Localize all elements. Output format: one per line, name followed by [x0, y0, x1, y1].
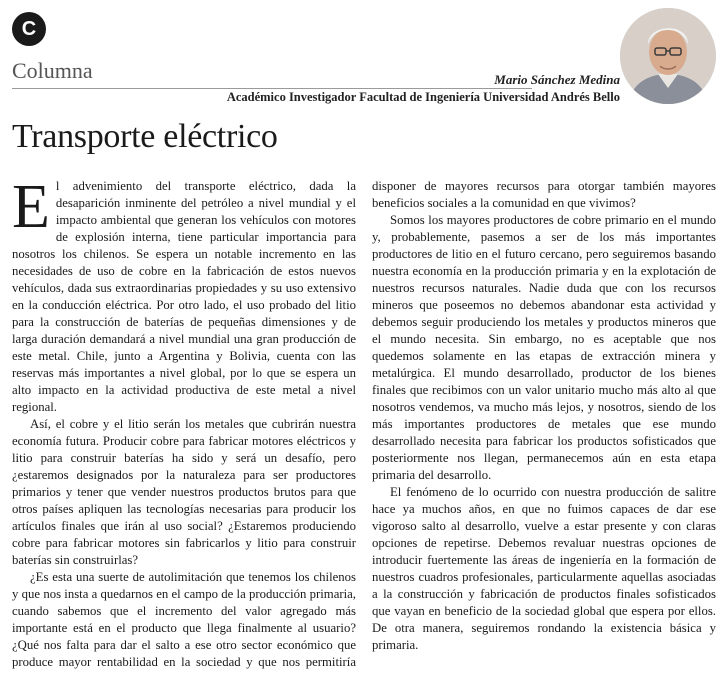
- article-title: Transporte eléctrico: [12, 118, 278, 155]
- column-badge: C: [12, 12, 46, 46]
- paragraph-5: El fenómeno de lo ocurrido con nuestra producción de salitre hace ya muchos años, en que no fuimos capaces de dar ese vigoroso salto al desarrollo, vuelve a estar presente y con claras opciones de repetirse. Debemos revaluar nuestras opciones de introducir fuertemente las áreas de ingeniería en la formación de nuestros cuadros profesionales, particularmente aquellas asociadas a la construcción y fabricación de productos finales sofisticados que vayan en beneficio de la sociedad global que espera por ellos. De otra manera, seguiremos rondando la existencia básica y primaria.: [372, 485, 716, 652]
- author-name: Mario Sánchez Medina: [494, 72, 620, 87]
- paragraph-1: [12, 173, 356, 416]
- article-body: [12, 173, 716, 682]
- author-affiliation: Académico Investigador Facultad de Ingeniería Universidad Andrés Bello: [226, 90, 620, 104]
- header-divider: [12, 88, 532, 89]
- paragraph-3: ¿Es esta una suerte de autolimitación que tenemos los chilenos y que nos insta a quedarnos en el campo de la producción primaria, cuando sabemos que el incremento del valor agregado más importante está en el producto que llega finalmente al usuario? ¿Qué nos falta para dar el salto a ese otro sector económico que produce mayor rentabilidad en la sociedad y que nos permitiría disponer de mayores recursos para otorgar también mayores beneficios sociales a la comunidad en que vivimos?: [12, 179, 716, 669]
- paragraph-2: Así, el cobre y el litio serán los metales que cubrirán nuestra economía futura. Producir cobre para fabricar motores eléctricos y litio para construir baterías ha sido y será un desafío, pero ¿estaremos designados por la naturaleza para ser productores primarios y tener que vender nuestros productos brutos para que otros países apliquen las tecnologías necesarias para producir los artículos finales que irán al uso social? ¿Estaremos produciendo cobre para fabricar motores sin fabricarlos y litio para construir baterías sin construirlas?: [12, 417, 356, 567]
- paragraph-4: Somos los mayores productores de cobre primario en el mundo y, probablemente, pasemos a ser de los más importantes productores de litio en el futuro cercano, pero seguiremos basando nuestra economía en la producción primaria y en la explotación de nuestros recursos naturales. Nadie duda que con los recursos mineros que poseemos no debemos abandonar esta actividad y debemos seguir produciendo los metales y productos mineros que el mundo necesita. Sin embargo, no es aceptable que nos quedemos solamente en las etapas de extracción minera y metalúrgica. El mundo desarrollado, productor de los bienes finales que recibimos con un valor unitario mucho más alto al que nosotros vendemos, va mucho más lejos, y nosotros, siendo de los más importantes productores de metales que ese mundo desarrollado necesita para fabricar los productos sofisticados que posteriormente nos llegan, permanecemos aún en esta etapa primaria del desarrollo.: [372, 213, 716, 482]
- author-photo: [620, 8, 716, 104]
- paragraph-1-text: l advenimiento del transporte eléctrico, dada la desaparición inminente del petróleo a nivel mundial y el impacto ambiental que generan los vehículos con motores de explosión interna, tiene particular importancia para nosotros los chilenos. Se espera un notable incremento en las necesidades de uso de cobre en la fabricación de estos nuevos vehículos, dada sus extraordinarias propiedades y su uso extensivo en la conducción eléctrica. Por otro lado, el uso probado del litio para la construcción de baterías de pequeñas dimensiones y de larga duración demandará a nivel mundial una gran producción de este metal. Chile, junto a Argentina y Bolivia, cuenta con las reservas más importantes a nivel global, por lo que se espera un alto impacto en la actividad productiva de este metal a nivel regional.: [12, 179, 356, 414]
- section-label: Columna: [12, 58, 93, 83]
- author-portrait-icon: [620, 8, 716, 104]
- drop-cap: E: [12, 173, 50, 241]
